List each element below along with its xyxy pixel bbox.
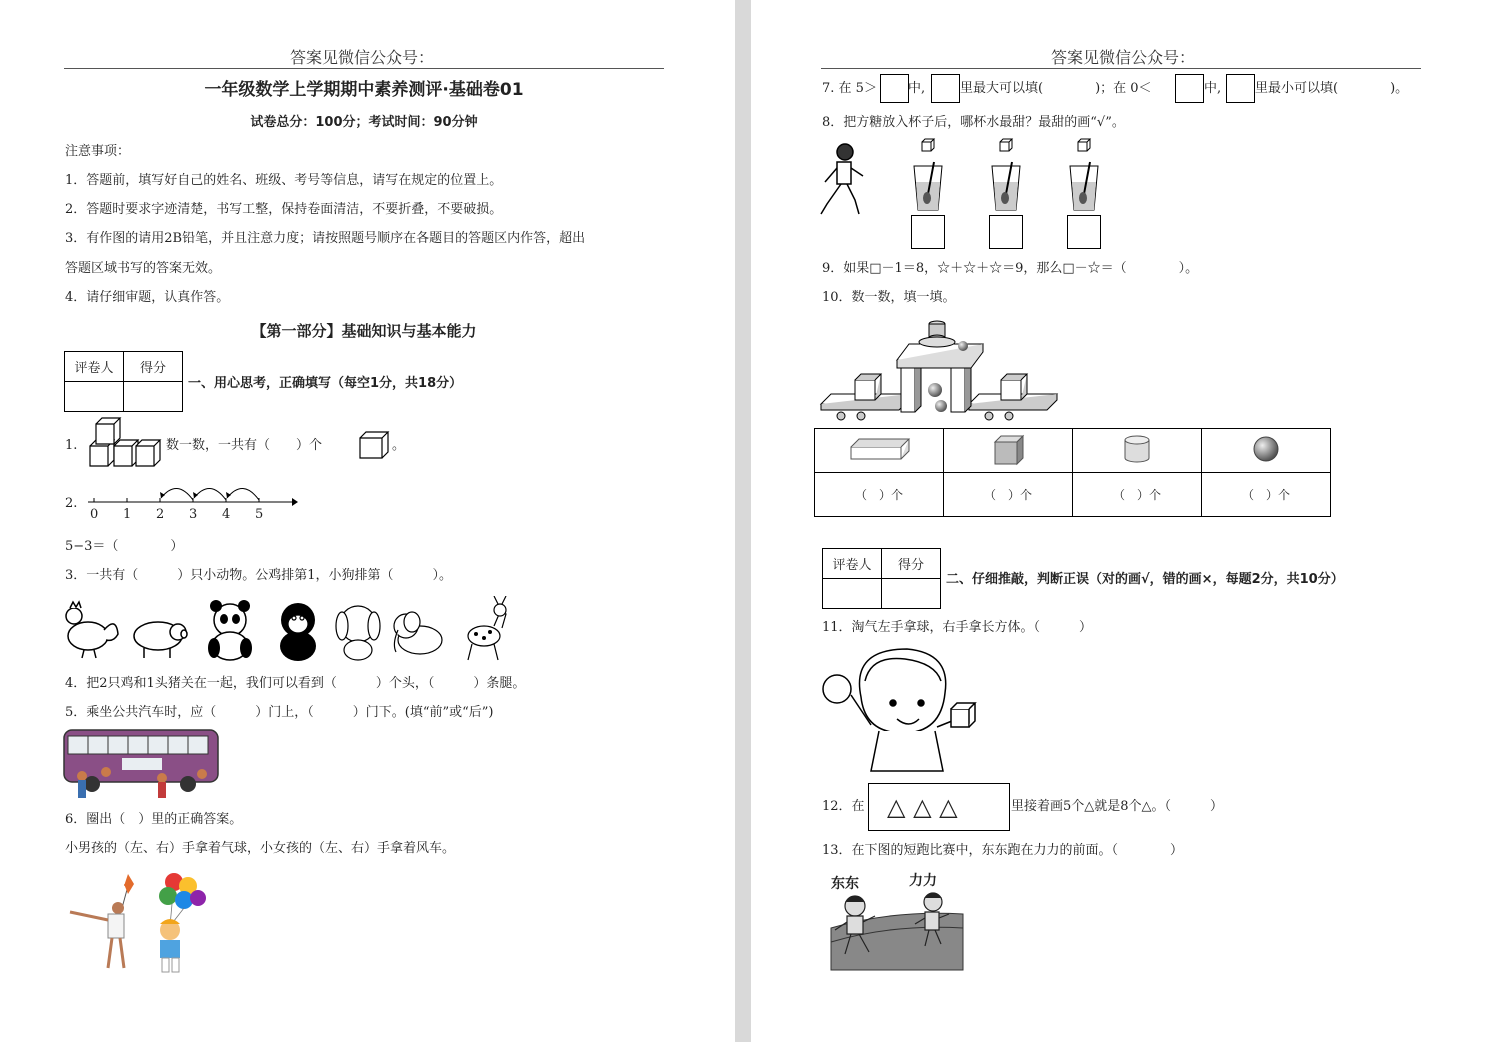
q10-text: 10．数一数，填一填。	[822, 290, 956, 305]
q11-text: 11．淘气左手拿球，右手拿长方体。（ ）	[822, 620, 1093, 635]
note-4: 4．请仔细审题，认真作答。	[65, 290, 230, 305]
score-cell[interactable]	[124, 382, 183, 412]
children-image	[64, 868, 214, 976]
grader-label: 评卷人	[65, 352, 124, 382]
page-gutter	[735, 0, 751, 1042]
page-header-right: 答案见微信公众号：	[1050, 48, 1195, 67]
cylinder-count[interactable]: （ ）个	[1073, 473, 1202, 517]
shapes-count-table	[814, 428, 1331, 517]
q2-equation: 5−3＝（ ）	[65, 539, 184, 554]
cylinder-cell	[1073, 429, 1202, 473]
cylinder-icon	[1122, 432, 1152, 466]
score-label: 得分	[124, 352, 183, 382]
grader-cell-2[interactable]	[823, 579, 882, 609]
q3-text: 3．一共有（ ）只小动物。公鸡排第1，小狗排第（ ）。	[65, 568, 453, 583]
q7-part-c: 里最大可以填( )；在 0＜	[960, 81, 1152, 96]
boy-ball-cuboid-image	[821, 645, 983, 773]
grader-table	[64, 351, 183, 412]
left-page	[0, 0, 735, 1042]
grader-table-2	[822, 548, 941, 609]
cubes-stack-image	[86, 416, 166, 472]
sphere-cell	[1202, 429, 1331, 473]
q7-answer-box-4[interactable]	[1226, 74, 1255, 103]
cube-cell	[944, 429, 1073, 473]
q7-answer-box-3[interactable]	[1175, 74, 1204, 103]
note-3-cont: 答题区域书写的答案无效。	[65, 261, 222, 276]
cube-icon	[358, 430, 392, 460]
q6-detail: 小男孩的（左、右）手拿着气球，小女孩的（左、右）手拿着风车。	[65, 841, 456, 856]
grader-cell[interactable]	[65, 382, 124, 412]
q12-part-a: 12．在	[822, 799, 865, 814]
animals-image	[60, 596, 512, 664]
cup3-check-box[interactable]	[1067, 215, 1101, 249]
notes-heading: 注意事项：	[65, 144, 131, 159]
q9-text: 9．如果□－1＝8，☆＋☆＋☆＝9，那么□－☆＝（ ）。	[822, 261, 1199, 276]
section1-title: 一、用心思考，正确填写（每空1分，共18分）	[188, 376, 463, 391]
runner-a-label: 东东	[831, 876, 859, 892]
q4-text: 4．把2只鸡和1头猪关在一起，我们可以看到（ ）个头，（ ）条腿。	[65, 676, 526, 691]
q6-text: 6．圈出（ ）里的正确答案。	[65, 812, 243, 827]
q8-text: 8．把方糖放入杯子后，哪杯水最甜？最甜的画“√”。	[822, 115, 1125, 130]
cuboid-cell	[815, 429, 944, 473]
q2-number: 2.	[65, 496, 78, 511]
cuboid-icon	[847, 435, 911, 463]
tick-4: 4	[222, 507, 231, 522]
note-2: 2．答题时要求字迹清楚，书写工整，保持卷面清洁，不要折叠，不要破损。	[65, 202, 503, 217]
q1-number: 1.	[65, 438, 78, 453]
section2-title: 二、仔细推敲，判断正误（对的画√，错的画×，每题2分，共10分）	[946, 572, 1344, 587]
header-rule-right	[821, 68, 1421, 69]
page-header: 答案见微信公众号：	[289, 48, 434, 67]
header-rule	[64, 68, 664, 69]
sphere-icon	[1251, 434, 1281, 464]
runner-b-label: 力力	[909, 873, 937, 889]
cup1-check-box[interactable]	[911, 215, 945, 249]
q1-tail: 。	[392, 438, 406, 453]
grader-label-2: 评卷人	[823, 549, 882, 579]
score-label-2: 得分	[882, 549, 941, 579]
exam-subtitle: 试卷总分：100分；考试时间：90分钟	[250, 115, 478, 130]
q12-triangles: △ △ △	[887, 793, 958, 821]
part-title: 【第一部分】基础知识与基本能力	[251, 322, 477, 340]
runner-image	[817, 140, 867, 220]
q7-part-b: 中,	[908, 81, 926, 96]
q12-triangle-box[interactable]	[868, 783, 1010, 831]
solids-building-image	[817, 312, 1061, 422]
right-page	[751, 0, 1489, 1042]
tick-0: 0	[90, 507, 99, 522]
q13-text: 13．在下图的短跑比赛中，东东跑在力力的前面。（ ）	[822, 843, 1184, 858]
race-image	[829, 892, 969, 972]
bus-image	[62, 726, 222, 802]
cup2-check-box[interactable]	[989, 215, 1023, 249]
cube-solid-icon	[991, 432, 1025, 466]
tick-5: 5	[255, 507, 264, 522]
q7-answer-box-1[interactable]	[880, 74, 909, 103]
cuboid-count[interactable]: （ ）个	[815, 473, 944, 517]
sphere-count[interactable]: （ ）个	[1202, 473, 1331, 517]
score-cell-2[interactable]	[882, 579, 941, 609]
q7-part-d: 中,	[1204, 81, 1222, 96]
tick-3: 3	[189, 507, 198, 522]
q7-answer-box-2[interactable]	[931, 74, 960, 103]
cube-count[interactable]: （ ）个	[944, 473, 1073, 517]
q7-part-a: 7. 在 5＞	[822, 81, 877, 96]
q7-part-e: 里最小可以填( )。	[1255, 81, 1409, 96]
tick-2: 2	[156, 507, 165, 522]
tick-1: 1	[123, 507, 132, 522]
q1-text: 数一数，一共有（ ）个	[166, 438, 323, 453]
q5-text: 5．乘坐公共汽车时，应（ ）门上，（ ）门下。(填“前”或“后”)	[65, 705, 494, 720]
note-1: 1．答题前，填写好自己的姓名、班级、考号等信息，请写在规定的位置上。	[65, 173, 503, 188]
note-3: 3．有作图的请用2B铅笔，并且注意力度；请按照题号顺序在各题目的答题区内作答，超出	[65, 231, 586, 246]
q12-part-b: 里接着画5个△就是8个△。（ ）	[1011, 799, 1224, 814]
exam-title: 一年级数学上学期期中素养测评·基础卷01	[204, 80, 524, 100]
